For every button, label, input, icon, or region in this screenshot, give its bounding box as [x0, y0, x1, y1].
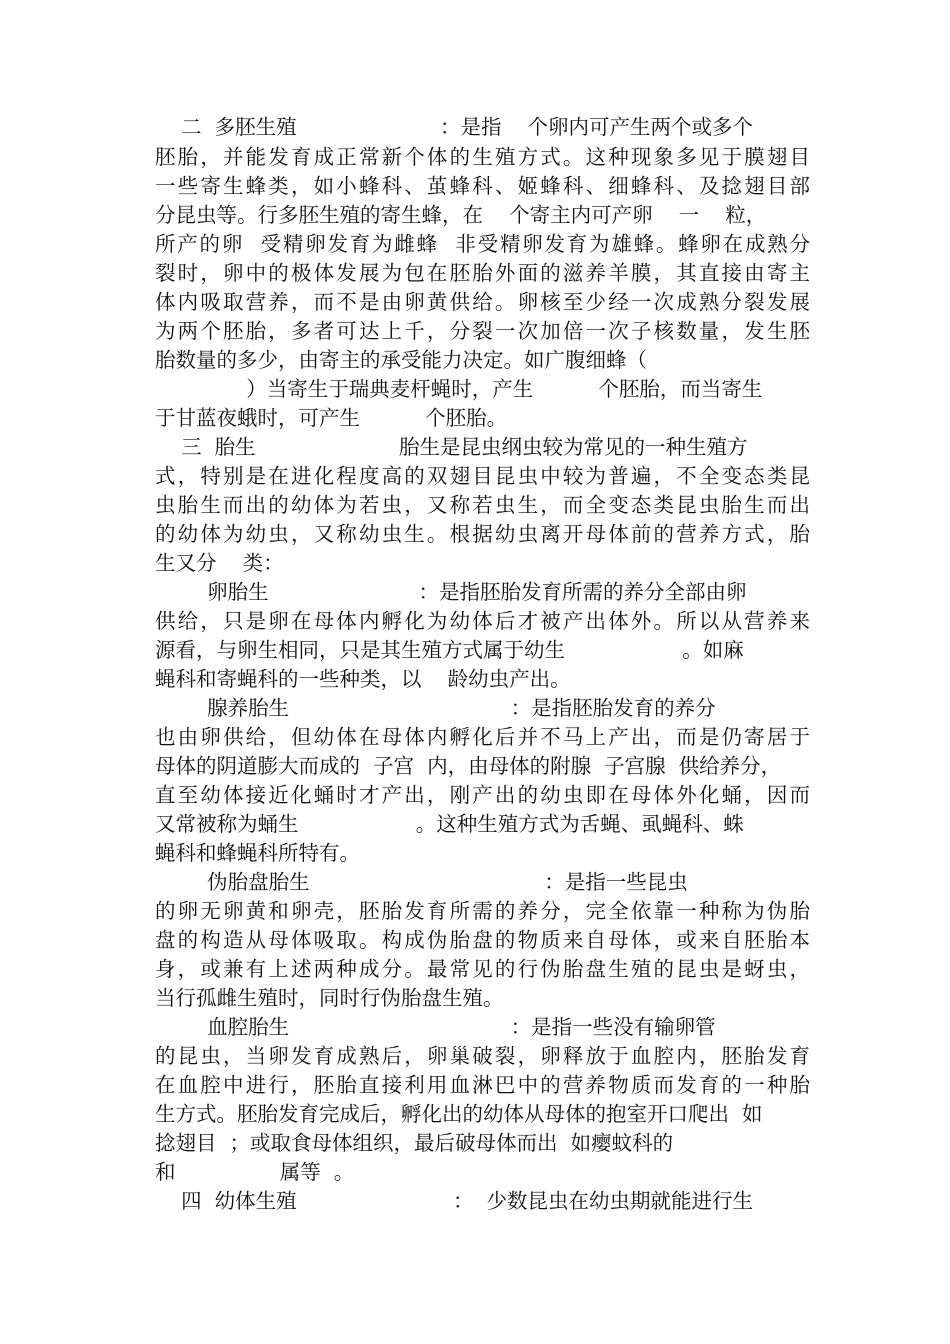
text-line: 三 胎生 胎生是昆虫纲虫较为常见的一种生殖方	[155, 435, 748, 459]
text-line: 胎数量的多少，由寄主的承受能力决定。如广腹细蜂（	[155, 348, 647, 372]
text-line: 生方式。胚胎发育完成后，孵化出的幼体从母体的抱室开口爬出 如	[155, 1102, 763, 1126]
text-line: 于甘蓝夜蛾时，可产生 个胚胎。	[155, 406, 508, 430]
text-line: 蝇科和蜂蝇科所特有。	[155, 841, 360, 865]
text-line: 生又分 类：	[155, 551, 284, 575]
text-line: 身，或兼有上述两种成分。最常见的行伪胎盘生殖的昆虫是蚜虫，	[155, 957, 810, 981]
text-line: 式，特别是在进化程度高的双翅目昆虫中较为普遍，不全变态类昆	[155, 464, 810, 488]
text-line: 母体的阴道膨大而成的 子宫 内，由母体的附腺 子宫腺 供给养分，	[155, 754, 782, 778]
text-line: 也由卵供给，但幼体在母体内孵化后并不马上产出，而是仍寄居于	[155, 725, 810, 749]
text-line: 血腔胎生 ：是指一些没有输卵管	[155, 1015, 716, 1039]
text-line: 为两个胚胎，多者可达上千，分裂一次加倍一次子核数量，发生胚	[155, 319, 810, 343]
text-line: 四 幼体生殖 ： 少数昆虫在幼虫期就能进行生	[155, 1189, 754, 1213]
text-line: 裂时，卵中的极体发展为包在胚胎外面的滋养羊膜，其直接由寄主	[155, 261, 810, 285]
text-line: 胚胎，并能发育成正常新个体的生殖方式。这种现象多见于膜翅目	[155, 145, 810, 169]
text-line: 直至幼体接近化蛹时才产出，刚产出的幼虫即在母体外化蛹，因而	[155, 783, 810, 807]
text-line: 当行孤雌生殖时，同时行伪胎盘生殖。	[155, 986, 504, 1010]
text-line: 所产的卵 受精卵发育为雌蜂 非受精卵发育为雄蜂。蜂卵在成熟分	[155, 232, 810, 256]
text-line: 体内吸取营养，而不是由卵黄供给。卵核至少经一次成熟分裂发展	[155, 290, 810, 314]
text-line: 一些寄生蜂类，如小蜂科、茧蜂科、姬蜂科、细蜂科、及捻翅目部	[155, 174, 810, 198]
text-line: 的卵无卵黄和卵壳，胚胎发育所需的养分，完全依靠一种称为伪胎	[155, 899, 810, 923]
text-line: 源看，与卵生相同，只是其生殖方式属于幼生 。如麻	[155, 638, 744, 662]
text-line: 虫胎生而出的幼体为若虫，又称若虫生，而全变态类昆虫胎生而出	[155, 493, 810, 517]
text-line: 蝇科和寄蝇科的一些种类，以 龄幼虫产出。	[155, 667, 571, 691]
text-line: 又常被称为蛹生 。这种生殖方式为舌蝇、虱蝇科、蛛	[155, 812, 744, 836]
text-line: 和 属等 。	[155, 1160, 355, 1184]
text-line: 的昆虫，当卵发育成熟后，卵巢破裂，卵释放于血腔内，胚胎发育	[155, 1044, 810, 1068]
text-line: 分昆虫等。行多胚生殖的寄生蜂，在 个寄主内可产卵 一 粒，	[155, 203, 767, 227]
text-line: 伪胎盘胎生 ：是指一些昆虫	[155, 870, 688, 894]
text-line: 卵胎生 ：是指胚胎发育所需的养分全部由卵	[155, 580, 747, 604]
text-line: 腺养胎生 ：是指胚胎发育的养分	[155, 696, 716, 720]
text-line: 在血腔中进行，胚胎直接利用血淋巴中的营养物质而发育的一种胎	[155, 1073, 810, 1097]
text-line: 的幼体为幼虫，又称幼虫生。根据幼虫离开母体前的营养方式，胎	[155, 522, 810, 546]
text-line: 供给，只是卵在母体内孵化为幼体后才被产出体外。所以从营养来	[155, 609, 810, 633]
text-line: 二 多胚生殖 ：是指 个卵内可产生两个或多个	[155, 115, 754, 139]
text-line: ）当寄生于瑞典麦杆蝇时，产生 个胚胎，而当寄生	[155, 377, 763, 401]
text-line: 盘的构造从母体吸取。构成伪胎盘的物质来自母体，或来自胚胎本	[155, 928, 810, 952]
text-line: 捻翅目 ；或取食母体组织，最后破母体而出 如瘿蚊科的	[155, 1131, 674, 1155]
